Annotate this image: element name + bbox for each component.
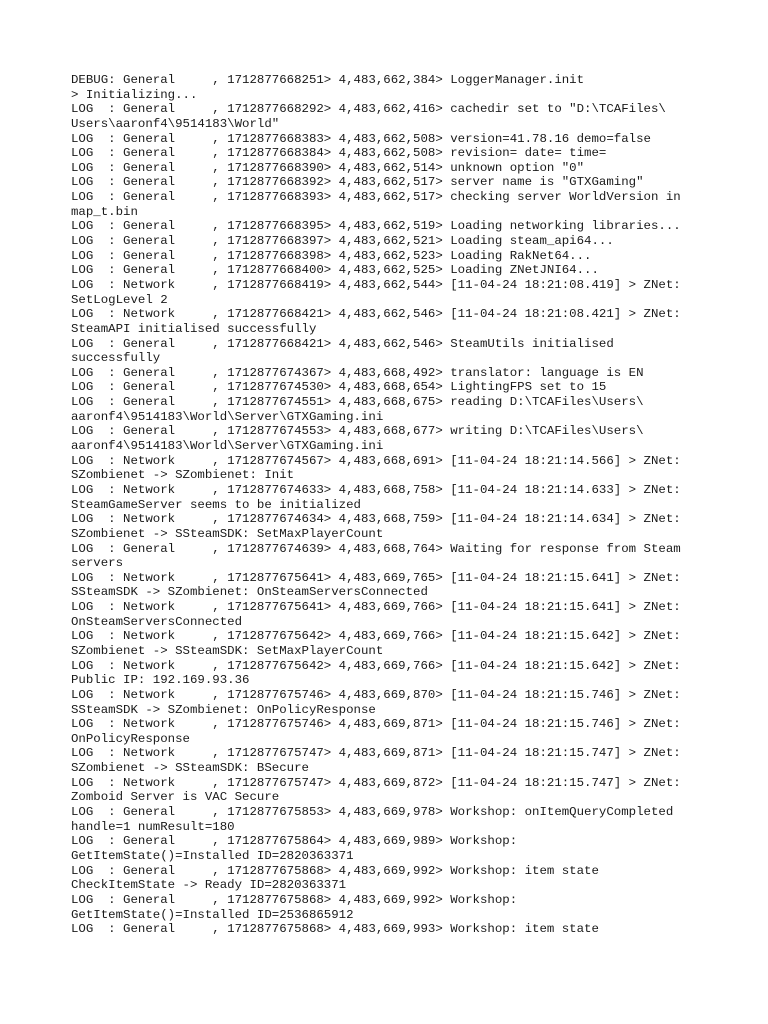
- log-line: LOG : Network , 1712877675641> 4,483,669,765> [11-04-24 18:21:15.641] > ZNet:: [71, 570, 681, 585]
- log-line: SteamAPI initialised successfully: [71, 321, 317, 336]
- log-line: LOG : Network , 1712877675641> 4,483,669,766> [11-04-24 18:21:15.641] > ZNet:: [71, 600, 681, 615]
- log-line: LOG : General , 1712877674553> 4,483,668,677> writing D:\TCAFiles\Users\: [71, 424, 644, 439]
- log-line: SZombienet -> SSteamSDK: SetMaxPlayerCount: [71, 643, 384, 658]
- log-line: LOG : General , 1712877668392> 4,483,662,517> server name is "GTXGaming": [71, 175, 644, 190]
- log-line: LOG : General , 1712877668393> 4,483,662,517> checking server WorldVersion in: [71, 190, 681, 205]
- log-line: LOG : Network , 1712877675747> 4,483,669,872> [11-04-24 18:21:15.747] > ZNet:: [71, 775, 681, 790]
- log-line: map_t.bin: [71, 204, 138, 219]
- log-line: SZombienet -> SSteamSDK: SetMaxPlayerCount: [71, 526, 384, 541]
- log-line: LOG : Network , 1712877674567> 4,483,668,691> [11-04-24 18:21:14.566] > ZNet:: [71, 453, 681, 468]
- log-line: SSteamSDK -> SZombienet: OnPolicyResponse: [71, 702, 376, 717]
- log-line: LOG : Network , 1712877674634> 4,483,668,759> [11-04-24 18:21:14.634] > ZNet:: [71, 512, 681, 527]
- log-line: LOG : Network , 1712877668419> 4,483,662,544> [11-04-24 18:21:08.419] > ZNet:: [71, 277, 681, 292]
- log-line: LOG : General , 1712877668292> 4,483,662,416> cachedir set to "D:\TCAFiles\: [71, 102, 666, 117]
- log-line: LOG : General , 1712877668398> 4,483,662,523> Loading RakNet64...: [71, 248, 592, 263]
- log-line: LOG : Network , 1712877674633> 4,483,668,758> [11-04-24 18:21:14.633] > ZNet:: [71, 482, 681, 497]
- log-line: LOG : General , 1712877675864> 4,483,669,989> Workshop:: [71, 834, 518, 849]
- log-line: LOG : General , 1712877668397> 4,483,662,521> Loading steam_api64...: [71, 234, 614, 249]
- log-line: handle=1 numResult=180: [71, 819, 235, 834]
- log-line: SetLogLevel 2: [71, 292, 168, 307]
- log-line: LOG : General , 1712877675868> 4,483,669,992> Workshop: item state: [71, 863, 599, 878]
- log-line: GetItemState()=Installed ID=2820363371: [71, 848, 354, 863]
- log-line: LOG : General , 1712877668421> 4,483,662,546> SteamUtils initialised: [71, 336, 614, 351]
- log-text-block: [71, 73, 711, 937]
- log-line: aaronf4\9514183\World\Server\GTXGaming.ini: [71, 439, 384, 454]
- log-line: DEBUG: General , 1712877668251> 4,483,662,384> LoggerManager.init: [71, 73, 585, 87]
- log-line: Users\aaronf4\9514183\World": [71, 116, 280, 131]
- log-line: LOG : General , 1712877668395> 4,483,662,519> Loading networking libraries...: [71, 219, 681, 234]
- log-line: SZombienet -> SZombienet: Init: [71, 468, 295, 483]
- log-line: LOG : Network , 1712877668421> 4,483,662,546> [11-04-24 18:21:08.421] > ZNet:: [71, 307, 681, 322]
- log-line: LOG : General , 1712877674639> 4,483,668,764> Waiting for response from Steam: [71, 541, 681, 556]
- log-line: LOG : Network , 1712877675642> 4,483,669,766> [11-04-24 18:21:15.642] > ZNet:: [71, 629, 681, 644]
- log-line: LOG : Network , 1712877675746> 4,483,669,871> [11-04-24 18:21:15.746] > ZNet:: [71, 717, 681, 732]
- log-line: GetItemState()=Installed ID=2536865912: [71, 907, 354, 922]
- log-line: Public IP: 192.169.93.36: [71, 673, 250, 688]
- log-line: SSteamSDK -> SZombienet: OnSteamServersConnected: [71, 585, 428, 600]
- log-line: Zomboid Server is VAC Secure: [71, 790, 280, 805]
- log-line: LOG : Network , 1712877675747> 4,483,669,871> [11-04-24 18:21:15.747] > ZNet:: [71, 746, 681, 761]
- log-line: LOG : General , 1712877674551> 4,483,668,675> reading D:\TCAFiles\Users\: [71, 395, 644, 410]
- log-line: successfully: [71, 351, 161, 366]
- log-line: LOG : Network , 1712877675746> 4,483,669,870> [11-04-24 18:21:15.746] > ZNet:: [71, 687, 681, 702]
- log-line: OnPolicyResponse: [71, 731, 190, 746]
- log-line: LOG : General , 1712877675868> 4,483,669,992> Workshop:: [71, 892, 518, 907]
- log-line: LOG : General , 1712877674367> 4,483,668,492> translator: language is EN: [71, 365, 644, 380]
- log-line: LOG : General , 1712877668384> 4,483,662,508> revision= date= time=: [71, 146, 607, 161]
- log-line: SZombienet -> SSteamSDK: BSecure: [71, 761, 309, 776]
- log-line: CheckItemState -> Ready ID=2820363371: [71, 878, 347, 893]
- log-line: aaronf4\9514183\World\Server\GTXGaming.ini: [71, 409, 384, 424]
- log-line: LOG : General , 1712877668400> 4,483,662,525> Loading ZNetJNI64...: [71, 263, 599, 278]
- log-line: LOG : General , 1712877675853> 4,483,669,978> Workshop: onItemQueryCompleted: [71, 805, 674, 820]
- log-line: LOG : General , 1712877668383> 4,483,662,508> version=41.78.16 demo=false: [71, 131, 651, 146]
- log-line: LOG : General , 1712877675868> 4,483,669,993> Workshop: item state: [71, 922, 599, 937]
- log-line: OnSteamServersConnected: [71, 614, 243, 629]
- log-line: > Initializing...: [71, 87, 198, 102]
- log-line: LOG : Network , 1712877675642> 4,483,669,766> [11-04-24 18:21:15.642] > ZNet:: [71, 658, 681, 673]
- log-line: SteamGameServer seems to be initialized: [71, 497, 361, 512]
- log-line: LOG : General , 1712877668390> 4,483,662,514> unknown option "0": [71, 160, 585, 175]
- log-line: LOG : General , 1712877674530> 4,483,668,654> LightingFPS set to 15: [71, 380, 607, 395]
- log-line: servers: [71, 556, 124, 571]
